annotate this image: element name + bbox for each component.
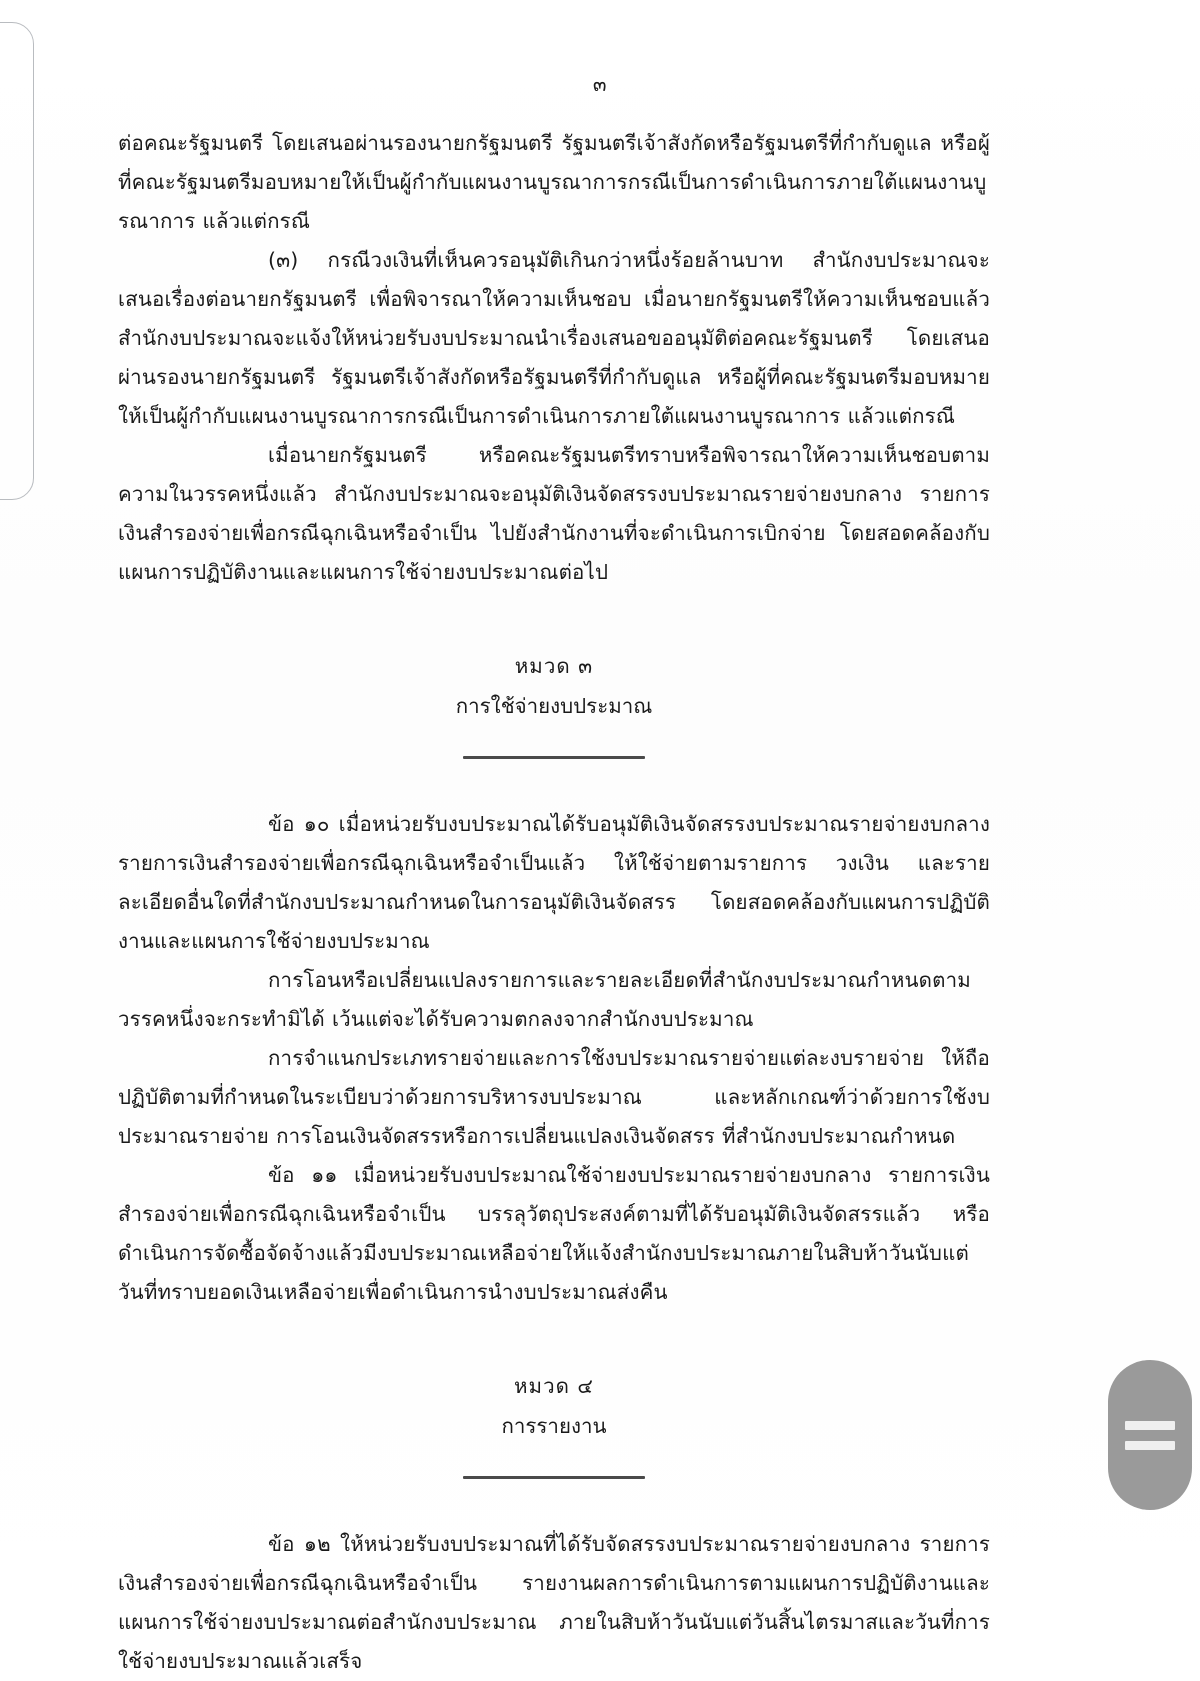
chapter-3-paragraph-1: ข้อ ๑๐ เมื่อหน่วยรับงบประมาณได้รับอนุมัติเงินจัดสรรงบประมาณรายจ่ายงบกลางรายการเงินสำรองจ่ายเพื่อกรณีฉุกเฉินหรือจำเป็นแล้ว ให้ใช้จ่ายตามรายการ วงเงิน และรายละเอียดอื่นใดที่สำนักงบประมาณกำหนดในการอนุมัติเงินจัดสรร โดยสอดคล้องกับแผนการปฏิบัติงานและแผนการใช้จ่ายงบประมาณ: [118, 812, 990, 953]
chapter-3-title: การใช้จ่ายงบประมาณ: [455, 694, 653, 718]
paragraph-2: (๓) กรณีวงเงินที่เห็นควรอนุมัติเกินกว่าหนึ่งร้อยล้านบาท สำนักงบประมาณจะเสนอเรื่องต่อนายกรัฐมนตรี เพื่อพิจารณาให้ความเห็นชอบ เมื่อนายกรัฐมนตรีให้ความเห็นชอบแล้ว สำนักงบประมาณจะแจ้งให้หน่วยรับงบประมาณนำเรื่องเสนอขออนุมัติต่อคณะรัฐมนตรี โดยเสนอผ่านรองนายกรัฐมนตรี รัฐมนตรีเจ้าสังกัดหรือรัฐมนตรีที่กำกับดูแล หรือผู้ที่คณะรัฐมนตรีมอบหมายให้เป็นผู้กำกับแผนงานบูรณาการกรณีเป็นการดำเนินการภายใต้แผนงานบูรณาการ แล้วแต่กรณี: [118, 248, 990, 428]
chapter-4-title: การรายงาน: [501, 1414, 607, 1438]
paragraph-3: เมื่อนายกรัฐมนตรี หรือคณะรัฐมนตรีทราบหรือพิจารณาให้ความเห็นชอบตามความในวรรคหนึ่งแล้ว สำนักงบประมาณจะอนุมัติเงินจัดสรรงบประมาณรายจ่ายงบกลาง รายการเงินสำรองจ่ายเพื่อกรณีฉุกเฉินหรือจำเป็น ไปยังสำนักงานที่จะดำเนินการเบิกจ่าย โดยสอดคล้องกับแผนการปฏิบัติงานและแผนการใช้จ่ายงบประมาณต่อไป: [118, 443, 990, 584]
chapter-4-divider: [463, 1476, 645, 1479]
chapter-3-label: หมวด ๓: [514, 654, 594, 678]
chapter-3-divider: [463, 756, 645, 759]
page-number: ๓: [592, 72, 608, 96]
chapter-3-body: [118, 805, 990, 1312]
menu-bars-icon: [1125, 1421, 1175, 1430]
menu-bars-icon: [1125, 1441, 1175, 1450]
chapter-4-label: หมวด ๔: [514, 1374, 594, 1398]
chapter-3-paragraph-3: การจำแนกประเภทรายจ่ายและการใช้งบประมาณรายจ่ายแต่ละงบรายจ่าย ให้ถือปฏิบัติตามที่กำหนดในระเบียบว่าด้วยการบริหารงบประมาณ และหลักเกณฑ์ว่าด้วยการใช้งบประมาณรายจ่าย การโอนเงินจัดสรรหรือการเปลี่ยนแปลงเงินจัดสรร ที่สำนักงบประมาณกำหนด: [118, 1046, 990, 1148]
chapter-3-paragraph-4: ข้อ ๑๑ เมื่อหน่วยรับงบประมาณใช้จ่ายงบประมาณรายจ่ายงบกลาง รายการเงินสำรองจ่ายเพื่อกรณีฉุกเฉินหรือจำเป็น บรรลุวัตถุประสงค์ตามที่ได้รับอนุมัติเงินจัดสรรแล้ว หรือดำเนินการจัดซื้อจัดจ้างแล้วมีงบประมาณเหลือจ่ายให้แจ้งสำนักงบประมาณภายในสิบห้าวันนับแต่วันที่ทราบยอดเงินเหลือจ่ายเพื่อดำเนินการนำงบประมาณส่งคืน: [118, 1163, 990, 1304]
chapter-3-heading: [118, 646, 990, 759]
chapter-4-heading: [118, 1366, 990, 1479]
document-body: [118, 124, 990, 1681]
paragraph-1: ต่อคณะรัฐมนตรี โดยเสนอผ่านรองนายกรัฐมนตรี รัฐมนตรีเจ้าสังกัดหรือรัฐมนตรีที่กำกับดูแล หรือผู้ที่คณะรัฐมนตรีมอบหมายให้เป็นผู้กำกับแผนงานบูรณาการกรณีเป็นการดำเนินการภายใต้แผนงานบูรณาการ แล้วแต่กรณี: [118, 131, 990, 233]
chapter-4-paragraph-1: ข้อ ๑๒ ให้หน่วยรับงบประมาณที่ได้รับจัดสรรงบประมาณรายจ่ายงบกลาง รายการเงินสำรองจ่ายเพื่อกรณีฉุกเฉินหรือจำเป็น รายงานผลการดำเนินการตามแผนการปฏิบัติงานและแผนการใช้จ่ายงบประมาณต่อสำนักงบประมาณ ภายในสิบห้าวันนับแต่วันสิ้นไตรมาสและวันที่การใช้จ่ายงบประมาณแล้วเสร็จ: [118, 1532, 990, 1673]
chapter-3-paragraph-2: การโอนหรือเปลี่ยนแปลงรายการและรายละเอียดที่สำนักงบประมาณกำหนดตามวรรคหนึ่งจะกระทำมิได้ เว้นแต่จะได้รับความตกลงจากสำนักงบประมาณ: [118, 968, 971, 1031]
chapter-4-body: [118, 1525, 990, 1681]
menu-handle-button[interactable]: [1108, 1360, 1192, 1510]
